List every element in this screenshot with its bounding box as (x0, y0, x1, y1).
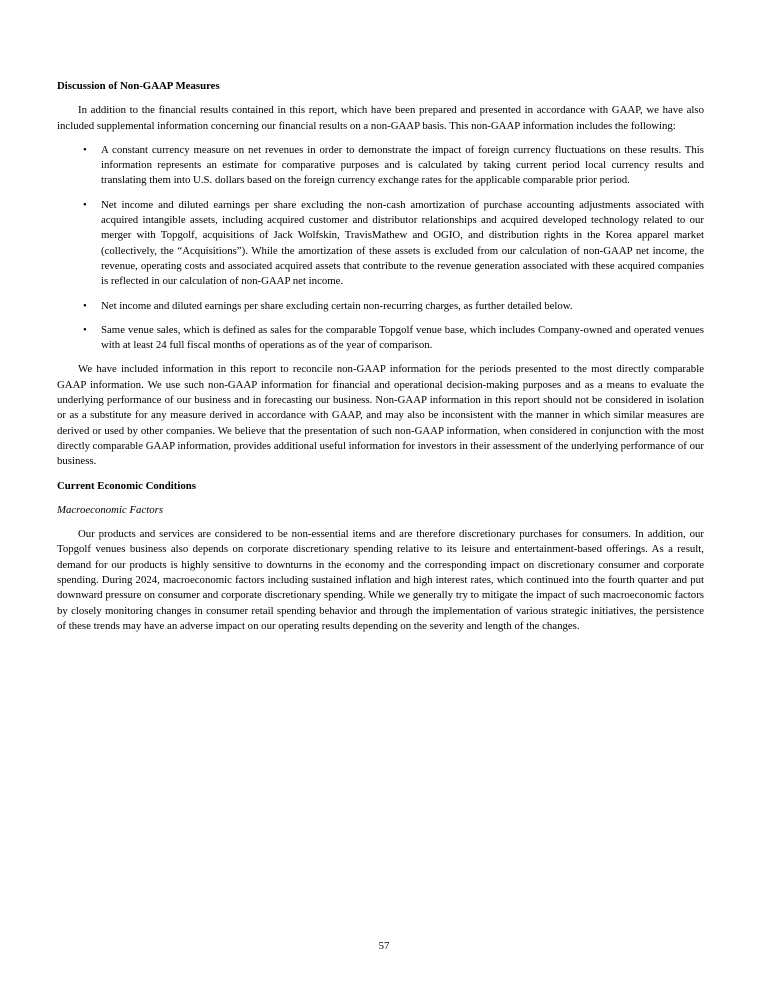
heading-current-economic-conditions: Current Economic Conditions (57, 479, 196, 492)
list-item-non-recurring-charges (57, 299, 704, 314)
bullet-text: Net income and diluted earnings per share excluding certain non-recurring charges, as further detailed below. (101, 299, 573, 312)
bullet-text: A constant currency measure on net revenues in order to demonstrate the impact of foreign currency fluctuations on these results. This information represents an estimate for comparative purposes and is calculated by taking current period local currency results and translating them into U.S. dollars based on the foreign currency exchange rates for the applicable comparable prior period. (101, 143, 704, 187)
subheading-macroeconomic-factors: Macroeconomic Factors (57, 503, 164, 516)
list-item-same-venue-sales (57, 323, 704, 354)
bullet-marker: • (83, 143, 87, 156)
heading-discussion-of-non-gaap-measures: Discussion of Non-GAAP Measures (57, 80, 220, 92)
list-item-constant-currency (57, 143, 704, 189)
bullet-marker: • (83, 299, 87, 312)
paragraph-non-gaap-intro: In addition to the financial results contained in this report, which have been prepared and presented in accordance with GAAP, we have also included supplemental information concerning our financial results on a non-GAAP basis. This non-GAAP information includes the following: (57, 104, 704, 132)
paragraph-macroeconomic-factors: Our products and services are considered to be non-essential items and are therefore discretionary purchases for consumers. In addition, our Topgolf venues business also depends on corporate discretionary spending relative to its leisure and entertainment-based offerings. As a result, demand for our products is highly sensitive to downturns in the economy and the corresponding impact on discretionary consumer and corporate spending. During 2024, macroeconomic factors including sustained inflation and high interest rates, which continued into the fourth quarter and put downward pressure on consumer and corporate discretionary spending. While we generally try to mitigate the impact of such macroeconomic factors by closely monitoring changes in consumer retail spending behavior and through the implementation of various strategic initiatives, the persistence of these trends may have an adverse impact on our operating results depending on the severity and length of the changes. (57, 528, 704, 632)
bullet-marker: • (83, 198, 87, 211)
paragraph-non-gaap-reconciliation: We have included information in this report to reconcile non-GAAP information for the periods presented to the most directly comparable GAAP information. We use such non-GAAP information for financial and operational decision-making purposes and as a means to evaluate the underlying performance of our business and in forecasting our business. Non-GAAP information in this report should not be considered in isolation or as a substitute for any measure derived in accordance with GAAP, and may also be inconsistent with the manner in which similar measures are derived or used by other companies. We believe that the presentation of such non-GAAP information, when considered in conjunction with the most directly comparable GAAP information, provides additional useful information for investors in their assessment of the underlying performance of our business. (57, 363, 704, 468)
bullet-text: Net income and diluted earnings per share excluding the non-cash amortization of purchase accounting adjustments associated with acquired intangible assets, including acquired customer and distributor relationships and acquired developed technology related to our merger with Topgolf, acquisitions of Jack Wolfskin, TravisMathew and OGIO, and distribution rights in the Korea apparel market (collectively, the “Acquisitions”). While the amortization of these assets is excluded from our calculation of non-GAAP net income, the revenue, operating costs and associated acquired assets that contribute to the revenue generation associated with these acquired companies is reflected in our calculation of non-GAAP net income. (101, 198, 704, 288)
bullet-text: Same venue sales, which is defined as sales for the comparable Topgolf venue base, which includes Company-owned and operated venues with at least 24 full fiscal months of operations as of the year of comparison. (101, 323, 704, 352)
list-item-amortization-adjustments (57, 198, 704, 290)
page-number: 57 (378, 940, 390, 952)
bullet-marker: • (83, 323, 87, 336)
